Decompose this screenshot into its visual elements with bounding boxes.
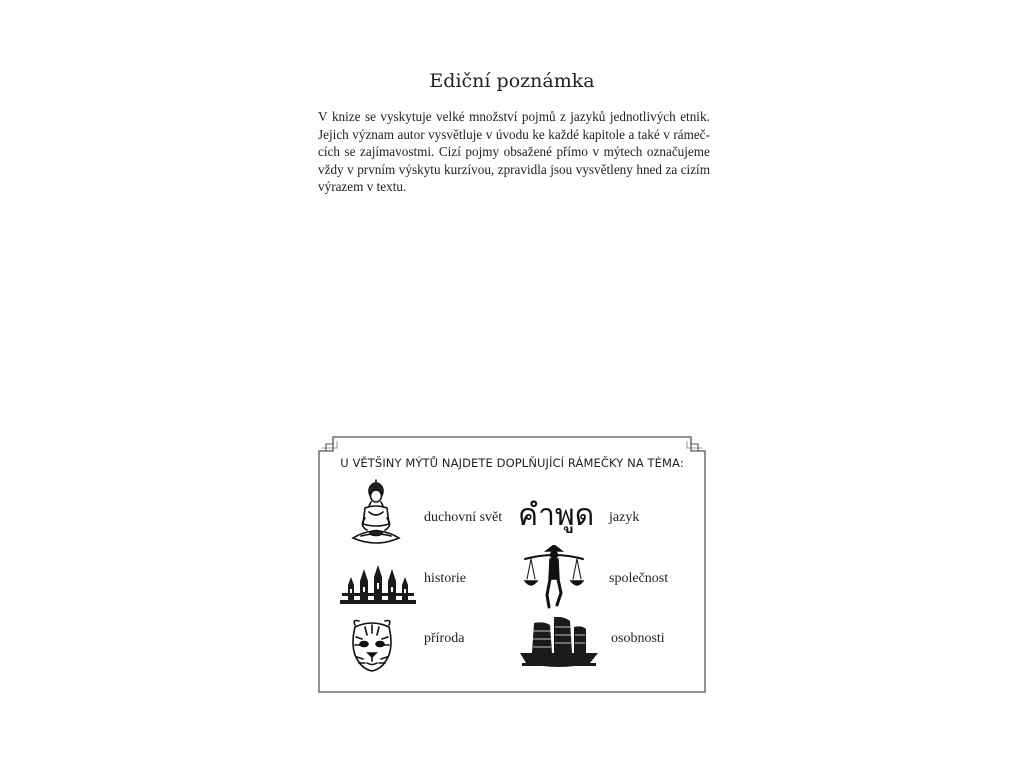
theme-label-history: historie (424, 571, 466, 586)
note-word: jednotlivých (609, 109, 676, 124)
note-word: V (318, 109, 328, 124)
note-word: zpravidla (497, 161, 547, 177)
note-word: označujeme (646, 144, 710, 160)
note-word: výskytu (398, 161, 441, 177)
note-word: v (592, 144, 600, 160)
note-word: pojmů (521, 109, 556, 124)
theme-box-heading: U VĚTŠINY MÝTŮ NAJDETE DOPLŇUJÍCÍ RÁMEČKY NA TÉMA: (340, 456, 684, 470)
note-word: každé (548, 126, 579, 142)
note-word: v (485, 126, 493, 142)
note-word: hned (636, 161, 662, 177)
note-word: pojmy (465, 144, 500, 160)
note-word: Cizí (438, 144, 461, 160)
note-word: mýtech (603, 144, 643, 160)
theme-label-personalities: osobnosti (611, 631, 665, 646)
note-word: cích (318, 144, 340, 160)
note-word: obsažené (503, 144, 552, 160)
note-word: rámeč- (673, 126, 710, 142)
note-word: etnik. (680, 109, 710, 124)
theme-label-spiritual: duchovní svět (424, 510, 503, 525)
note-word: cizím (680, 161, 710, 177)
note-word: také (637, 126, 660, 142)
note-word: množství (469, 109, 518, 124)
note-word: zajímavostmi. (360, 144, 435, 160)
note-word: význam (352, 126, 394, 142)
note-word: vyskytuje (380, 109, 432, 124)
note-word: jazyků (570, 109, 606, 124)
note-word: vysvětluje (428, 126, 483, 142)
note-word: z (559, 109, 566, 124)
note-word: velké (436, 109, 465, 124)
tiger-icon (347, 617, 397, 673)
junk-ship-icon (520, 617, 598, 673)
theme-label-nature: příroda (424, 631, 465, 646)
note-word: vysvětleny (575, 161, 633, 177)
note-word: knize (331, 109, 361, 124)
temple-icon (340, 565, 416, 605)
thai-script-icon: คำพูด (518, 498, 595, 533)
theme-label-society: společnost (609, 571, 669, 586)
buddha-icon (347, 478, 405, 550)
note-word: kurzívou, (444, 161, 495, 177)
note-word: úvodu (495, 126, 529, 142)
note-word: výrazem v textu. (318, 179, 407, 195)
theme-label-language: jazyk (609, 510, 640, 525)
note-word: jsou (550, 161, 573, 177)
note-word: se (364, 109, 376, 124)
note-word: a (628, 126, 635, 142)
note-word: prvním (357, 161, 396, 177)
note-word: ke (532, 126, 545, 142)
note-word: v (347, 161, 354, 177)
note-word: se (344, 144, 356, 160)
note-word: Jejich (318, 126, 349, 142)
note-word: kapitole (582, 126, 625, 142)
note-word: přímo (556, 144, 588, 160)
note-word: v (663, 126, 670, 142)
note-word: vždy (318, 161, 344, 177)
page-title: Ediční poznámka (429, 70, 595, 92)
note-word: autor (397, 126, 425, 142)
note-word: za (665, 161, 678, 177)
porter-icon (523, 545, 585, 611)
